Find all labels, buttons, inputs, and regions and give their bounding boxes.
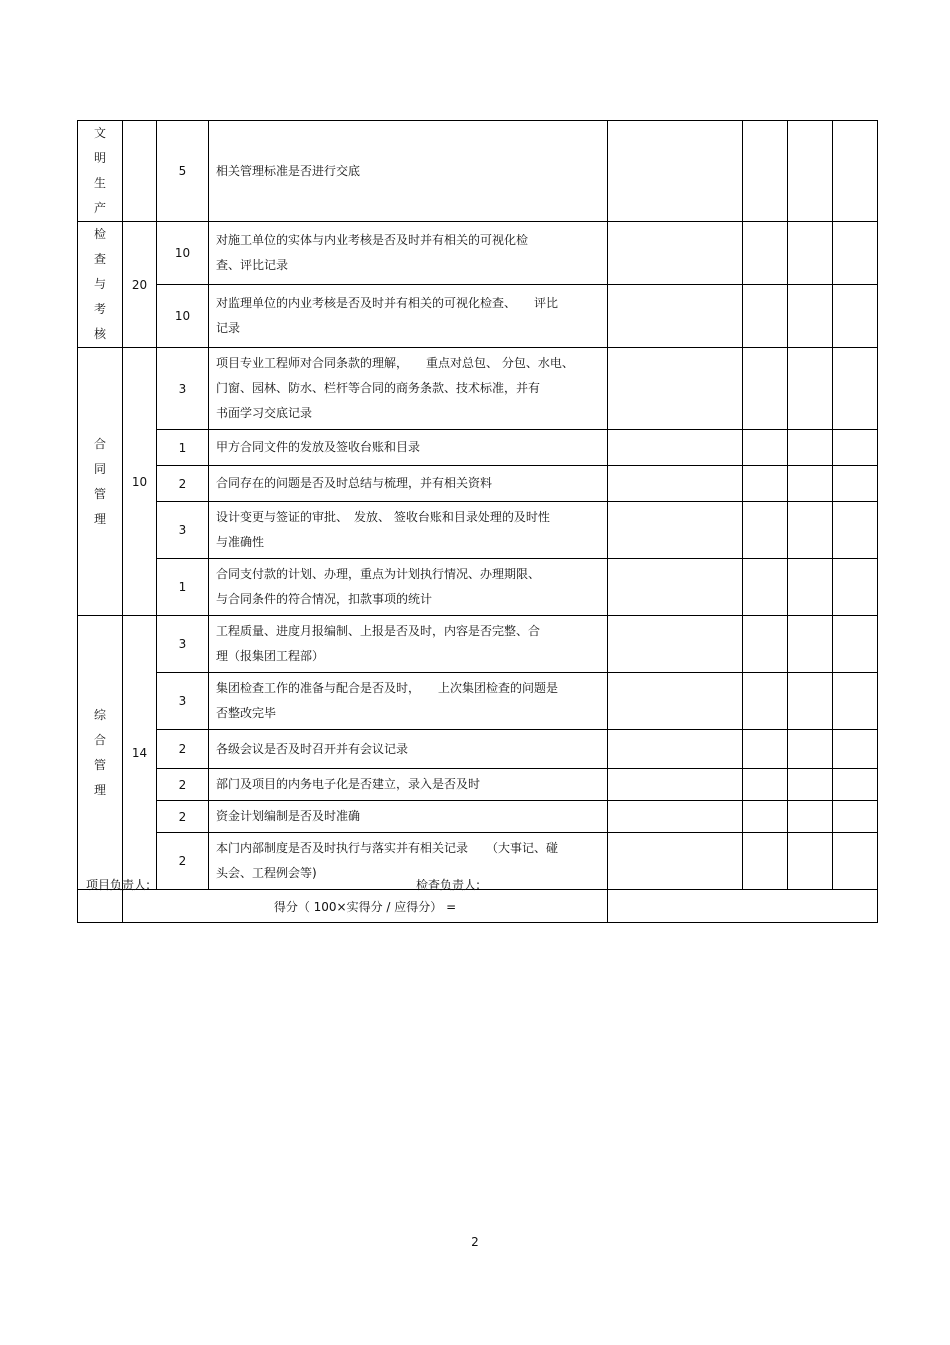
score-col-c (833, 559, 878, 616)
category-char: 生 (93, 176, 106, 190)
item-description: 部门及项目的内务电子化是否建立，录入是否及时 (216, 777, 481, 791)
category-total-score: 10 (123, 348, 157, 616)
item-description: 相关管理标准是否进行交底 (216, 163, 361, 178)
check-result-cell (608, 730, 743, 769)
score-col-a (743, 673, 788, 730)
item-description: 本门内部制度是否及时执行与落实并有相关记录 （大事记、碰 头会、工程例会等) (216, 841, 559, 880)
item-description: 各级会议是否及时召开并有会议记录 (216, 741, 409, 756)
item-score: 2 (157, 801, 209, 833)
score-col-a (743, 801, 788, 833)
score-col-b (788, 559, 833, 616)
item-description: 合同存在的问题是否及时总结与梳理，并有相关资料 (216, 476, 493, 490)
score-col-b (788, 348, 833, 430)
score-col-a (743, 285, 788, 348)
item-description-cell (209, 502, 608, 559)
category-char: 同 (93, 461, 106, 476)
item-description-cell (209, 673, 608, 730)
item-description-cell (209, 616, 608, 673)
page-number: 2 (471, 1235, 479, 1249)
item-score: 2 (157, 769, 209, 801)
item-score: 3 (157, 673, 209, 730)
category-char: 管 (93, 757, 106, 772)
category-char: 理 (93, 511, 106, 526)
score-col-b (788, 801, 833, 833)
item-description-cell (209, 559, 608, 616)
score-col-b (788, 502, 833, 559)
category-char: 理 (93, 782, 106, 797)
category-char: 考 (93, 302, 106, 316)
item-description: 对监理单位的内业考核是否及时并有相关的可视化检查、 评比 记录 (216, 296, 559, 335)
item-description: 合同支付款的计划、办理，重点为计划执行情况、办理期限、 与合同条件的符合情况，扣款事项的统计 (216, 567, 541, 606)
category-char: 与 (93, 277, 106, 291)
score-col-b (788, 222, 833, 285)
project-lead-label: 项目负责人: (86, 878, 151, 892)
score-col-c (833, 502, 878, 559)
total-score-row (78, 890, 878, 923)
category-char: 核 (93, 327, 106, 341)
check-result-cell (608, 833, 743, 890)
category-char: 综 (93, 707, 106, 722)
item-description: 对施工单位的实体与内业考核是否及时并有相关的可视化检 查、评比记录 (216, 233, 529, 272)
score-col-c (833, 430, 878, 466)
score-col-b (788, 730, 833, 769)
item-description-cell (209, 801, 608, 833)
total-score-value-cell (608, 890, 878, 923)
score-col-a (743, 616, 788, 673)
item-score: 1 (157, 430, 209, 466)
item-score: 3 (157, 616, 209, 673)
category-char: 产 (93, 201, 106, 215)
item-description-cell (209, 285, 608, 348)
item-score: 2 (157, 730, 209, 769)
category-char: 查 (93, 252, 106, 266)
category-cell (78, 348, 123, 616)
item-description: 集团检查工作的准备与配合是否及时， 上次集团检查的问题是 否整改完毕 (216, 681, 559, 720)
score-col-c (833, 769, 878, 801)
table-row (78, 430, 878, 466)
score-col-b (788, 466, 833, 502)
score-col-c (833, 833, 878, 890)
item-description-cell (209, 348, 608, 430)
check-result-cell (608, 121, 743, 222)
score-col-a (743, 559, 788, 616)
score-col-a (743, 222, 788, 285)
table-row (78, 466, 878, 502)
table-row (78, 616, 878, 673)
table-row (78, 502, 878, 559)
score-col-b (788, 616, 833, 673)
score-col-a (743, 502, 788, 559)
check-result-cell (608, 466, 743, 502)
category-total-score: 14 (123, 616, 157, 890)
category-char: 明 (93, 151, 106, 165)
item-description-cell (209, 833, 608, 890)
score-col-c (833, 121, 878, 222)
item-score: 3 (157, 348, 209, 430)
item-score: 3 (157, 502, 209, 559)
score-col-c (833, 730, 878, 769)
check-result-cell (608, 502, 743, 559)
table-row (78, 673, 878, 730)
item-description: 资金计划编制是否及时准确 (216, 809, 361, 823)
item-score: 10 (157, 222, 209, 285)
score-col-a (743, 833, 788, 890)
score-col-b (788, 285, 833, 348)
check-result-cell (608, 616, 743, 673)
check-result-cell (608, 769, 743, 801)
item-description: 工程质量、进度月报编制、上报是否及时，内容是否完整、合 理（报集团工程部） (216, 624, 541, 663)
table-row (78, 222, 878, 285)
score-col-b (788, 121, 833, 222)
item-description: 设计变更与签证的审批、 发放、 签收台账和目录处理的及时性 与准确性 (216, 510, 550, 549)
inspection-lead-label: 检查负责人: (416, 878, 481, 892)
table-row (78, 730, 878, 769)
score-col-a (743, 430, 788, 466)
table-row (78, 559, 878, 616)
score-col-c (833, 466, 878, 502)
item-score: 2 (157, 466, 209, 502)
category-cell (78, 616, 123, 890)
category-total-score: 20 (123, 222, 157, 348)
category-char: 管 (93, 486, 106, 501)
score-col-a (743, 121, 788, 222)
item-score: 5 (157, 121, 209, 222)
check-result-cell (608, 559, 743, 616)
item-description: 甲方合同文件的发放及签收台账和目录 (216, 440, 421, 454)
check-result-cell (608, 285, 743, 348)
score-col-c (833, 222, 878, 285)
table-row (78, 801, 878, 833)
item-description-cell (209, 466, 608, 502)
score-col-a (743, 466, 788, 502)
category-cell (78, 121, 123, 222)
score-col-b (788, 833, 833, 890)
check-result-cell (608, 222, 743, 285)
table-row (78, 285, 878, 348)
score-col-b (788, 430, 833, 466)
table-row (78, 769, 878, 801)
score-col-c (833, 348, 878, 430)
check-result-cell (608, 673, 743, 730)
table-row (78, 121, 878, 222)
item-description-cell (209, 769, 608, 801)
item-description-cell (209, 222, 608, 285)
item-description-cell (209, 730, 608, 769)
table-row (78, 348, 878, 430)
score-col-c (833, 616, 878, 673)
category-char: 文 (93, 126, 106, 140)
total-score-label: 得分（ 100×实得分 / 应得分） = (123, 890, 608, 923)
check-result-cell (608, 348, 743, 430)
evaluation-table (77, 120, 878, 923)
score-col-a (743, 348, 788, 430)
total-row-blank (78, 890, 123, 923)
score-col-a (743, 769, 788, 801)
category-cell (78, 222, 123, 348)
check-result-cell (608, 801, 743, 833)
category-total-score (123, 121, 157, 222)
score-col-c (833, 673, 878, 730)
score-col-c (833, 285, 878, 348)
category-char: 合 (93, 732, 106, 747)
item-score: 10 (157, 285, 209, 348)
score-col-c (833, 801, 878, 833)
item-score: 2 (157, 833, 209, 890)
check-result-cell (608, 430, 743, 466)
category-char: 合 (93, 436, 106, 451)
item-description: 项目专业工程师对合同条款的理解， 重点对总包、 分包、水电、 门窗、园林、防水、栏杆等合同的商务条款、技术标准，并有 书面学习交底记录 (216, 356, 574, 420)
score-col-b (788, 769, 833, 801)
category-char: 检 (93, 227, 106, 241)
score-col-b (788, 673, 833, 730)
score-col-a (743, 730, 788, 769)
item-description-cell (209, 430, 608, 466)
item-description-cell (209, 121, 608, 222)
item-score: 1 (157, 559, 209, 616)
